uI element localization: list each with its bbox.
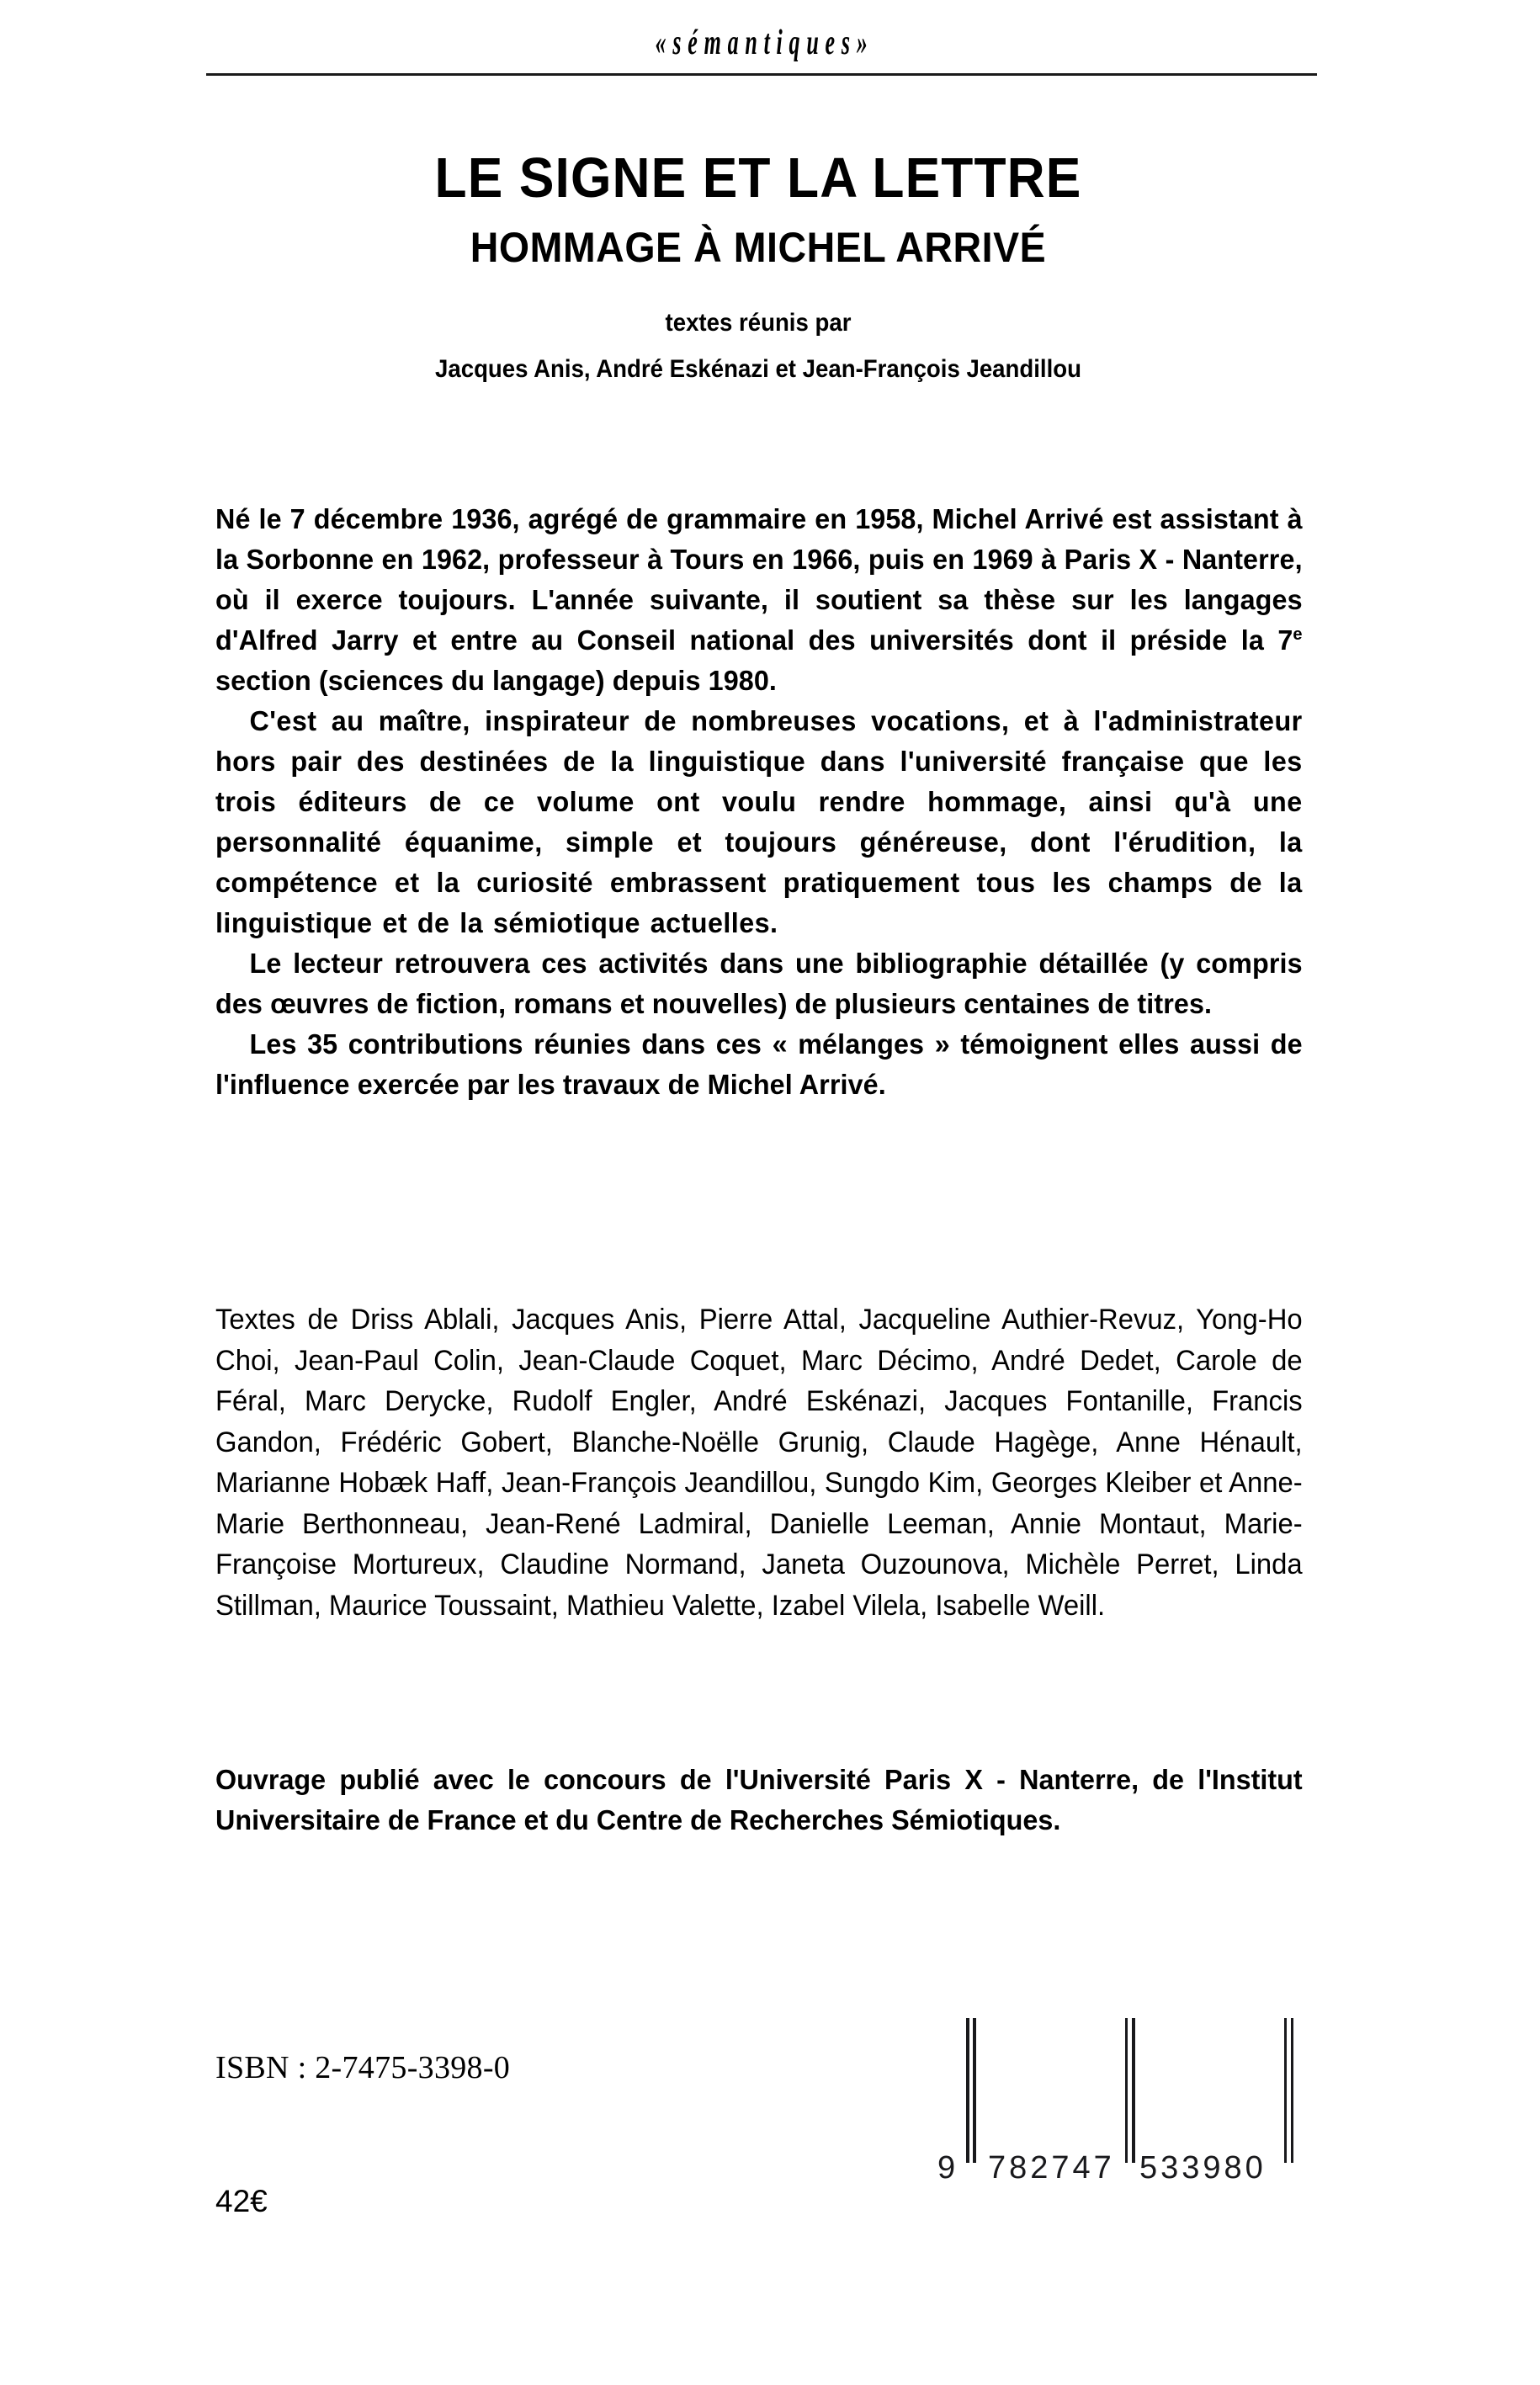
barcode-digits [937, 2149, 1294, 2187]
barcode-lead-digit: 9 [937, 2150, 959, 2186]
barcode-bar [973, 2018, 976, 2163]
blurb-paragraph-bibliography: Le lecteur retrouvera ces activités dans une bibliographie détaillée (y compris des œuvres de fiction, romans et nouvelles) de plusieurs centaines de titres. [215, 948, 1303, 1020]
editors-names: Jacques Anis, André Eskénazi et Jean-François Jeandillou [435, 355, 1081, 384]
funding-note-section [215, 1761, 1303, 1841]
isbn-label: ISBN : 2-7475-3398-0 [215, 2050, 511, 2085]
barcode [937, 2018, 1294, 2186]
blurb-paragraph-biography-part1: Né le 7 décembre 1936, agrégé de grammaire en 1958, Michel Arrivé est assistant à la Sorbonne en 1962, professeur à Tours en 1966, puis en 1969 à Paris X - Nanterre, où il exerce toujours. L'année suivante, il soutient sa thèse sur les langages d'Alfred Jarry et entre au Conseil national des universités dont il préside la 7 [215, 504, 1303, 656]
barcode-right-group: 533980 [1139, 2150, 1267, 2186]
contributors-section [215, 1299, 1303, 1626]
blurb-paragraph-contributions: Les 35 contributions réunies dans ces « mélanges » témoignent elles aussi de l'influence exercée par les travaux de Michel Arrivé. [215, 1029, 1303, 1101]
editors-lead-label: textes réunis par [665, 309, 852, 337]
price-label: 42€ [215, 2184, 268, 2218]
running-header [206, 24, 1317, 76]
header-divider [206, 73, 1317, 76]
barcode-bar [1125, 2018, 1128, 2163]
page-subtitle: HOMMAGE À MICHEL ARRIVÉ [470, 224, 1047, 271]
blurb-section [215, 500, 1303, 1106]
barcode-left-group: 782747 [988, 2150, 1115, 2186]
blurb-paragraph-tribute: C'est au maître, inspirateur de nombreuses vocations, et à l'administrateur hors pair des destinées de la linguistique dans l'université française que les trois éditeurs de ce volume ont voulu rendre hommage, ainsi qu'à une personnalité équanime, simple et toujours généreuse, dont l'érudition, la compétence et la curiosité embrassent pratiquement tous les champs de la linguistique et de la sémiotique actuelles. [215, 706, 1303, 939]
barcode-bar [1132, 2018, 1135, 2163]
title-block [215, 146, 1301, 386]
page-title: LE SIGNE ET LA LETTRE [434, 146, 1082, 210]
ordinal-superscript: e [1293, 624, 1303, 644]
blurb-paragraph-biography-part2: section (sciences du langage) depuis 1980. [215, 666, 778, 697]
blurb-paragraph-biography [215, 500, 1303, 702]
barcode-bar [966, 2018, 969, 2163]
running-header-title: « s é m a n t i q u e s » [655, 24, 868, 62]
contributors-list: Textes de Driss Ablali, Jacques Anis, Pierre Attal, Jacqueline Authier-Revuz, Yong-Ho Choi, Jean-Paul Colin, Jean-Claude Coquet, Marc Décimo, André Dedet, Carole de Féral, Marc Derycke, Rudolf Engler, André Eskénazi, Jacques Fontanille, Francis Gandon, Frédéric Gobert, Blanche-Noëlle Grunig, Claude Hagège, Anne Hénault, Marianne Hobæk Haff, Jean-François Jeandillou, Sungdo Kim, Georges Kleiber et Anne-Marie Berthonneau, Jean-René Ladmiral, Danielle Leeman, Annie Montaut, Marie-Françoise Mortureux, Claudine Normand, Janeta Ouzounova, Michèle Perret, Linda Stillman, Maurice Toussaint, Mathieu Valette, Izabel Vilela, Isabelle Weill. [215, 1304, 1303, 1622]
barcode-bars [966, 2018, 1294, 2146]
funding-note: Ouvrage publié avec le concours de l'Université Paris X - Nanterre, de l'Institut Universitaire de France et du Centre de Recherches Sémiotiques. [215, 1765, 1303, 1836]
barcode-bar [1291, 2018, 1294, 2163]
editors-block [215, 307, 1301, 386]
barcode-bar [1284, 2018, 1288, 2163]
